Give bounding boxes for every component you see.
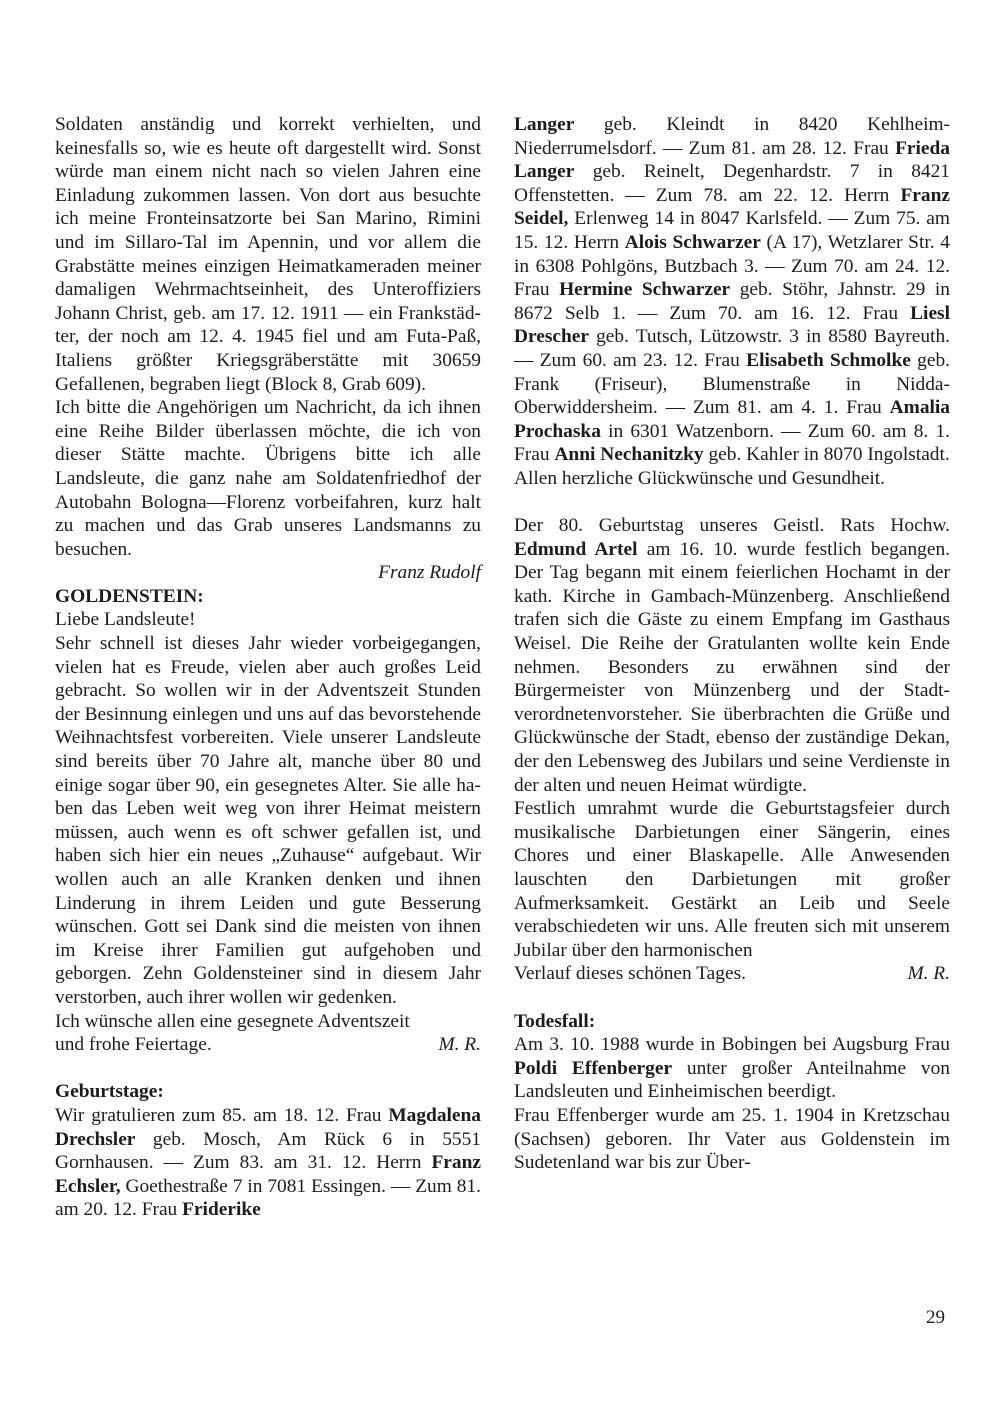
- birthday-wishes: Allen herzliche Glückwünsche und Gesundheit.: [514, 467, 886, 489]
- page-number: 29: [926, 1307, 945, 1328]
- person-name: Frieda Langer: [514, 137, 950, 183]
- signature-mr: M. R.: [907, 963, 950, 985]
- person-name: Anni Nechanitzky: [554, 444, 704, 466]
- text-run: Der 80. Geburtstag unseres Geistl. Rats Hochw.: [514, 515, 950, 537]
- text-run: (A 17), Wetzlarer Str. 4 in 6308 Pohlgöns, Butzbach 3. — Zum 70. am 24. 12. Frau: [514, 231, 950, 301]
- person-name: Magdalena Drechsler: [55, 1104, 481, 1150]
- text-run: geb. Kahler in 8070 Ingolstadt.: [703, 444, 950, 466]
- todesfall-paragraph: [514, 1033, 950, 1104]
- text-run: in 6301 Watzenborn. — Zum 60. am 8. 1. Frau: [514, 420, 950, 466]
- artel-paragraph: [514, 514, 950, 797]
- closing-line-1: Ich wünsche allen eine gesegnete Adventszeit: [55, 1010, 410, 1032]
- person-name: Franz Echsler,: [55, 1152, 481, 1197]
- closing-line-2-row: [55, 1033, 481, 1057]
- text-run: geb. Frank (Friseur), Blumenstraße in Nidda-Oberwiddersheim. — Zum 81. am 4. 1. Frau: [514, 349, 950, 419]
- person-name: Alois Schwarzer: [624, 231, 761, 253]
- text-run: Goethestraße 7 in 7081 Essingen. — Zum 81. am 20. 12. Frau: [55, 1175, 481, 1221]
- section-heading-goldenstein: GOLDENSTEIN:: [55, 585, 204, 607]
- section-heading-todesfall: Todesfall:: [514, 1010, 596, 1032]
- person-name: Friderike: [182, 1199, 261, 1221]
- text-run: Wir gratulieren zum 85. am 18. 12. Frau: [55, 1104, 389, 1126]
- left-column: [55, 113, 481, 1222]
- person-name: Poldi Effenberger: [514, 1057, 673, 1079]
- right-column: [514, 113, 950, 1175]
- spacer: [514, 986, 950, 1010]
- text-run: geb. Kleindt in 8420 Kehlheim-Niederrumelsdorf. — Zum 81. am 28. 12. Frau: [514, 114, 950, 159]
- request-paragraph: Ich bitte die Angehörigen um Nachricht, da ich ihnen eine Reihe Bilder überlassen möchte, die ich von dieser Stätte machte. Übrigens bitte ich alle Landsleute, die ganz nahe am Soldatenfriedhof der Autobahn Bologna—Florenz vorbeifahren, kurz halt zu machen und das Grab unseres Landsmanns zu besuchen.: [55, 397, 481, 560]
- text-run: Am 3. 10. 1988 wurde in Bobingen bei Augsburg Frau: [514, 1034, 950, 1056]
- salutation: Liebe Landsleute!: [55, 609, 196, 631]
- person-name: Liesl Drescher: [514, 302, 950, 348]
- artel-last-line: Verlauf dieses schönen Tages.: [514, 963, 746, 985]
- text-run: geb. Mosch, Am Rück 6 in 5551 Gornhausen. — Zum 83. am 31. 12. Herrn: [55, 1128, 481, 1174]
- spacer: [55, 1057, 481, 1081]
- closing-line-2: und frohe Feiertage.: [55, 1034, 212, 1056]
- person-name: Elisabeth Schmolke: [746, 349, 911, 371]
- person-name: Edmund Artel: [514, 538, 638, 560]
- text-run: geb. Tutsch, Lützowstr. 3 in 8580 Bayreuth. — Zum 60. am 23. 12. Frau: [514, 326, 950, 371]
- signature-franz-rudolf: Franz Rudolf: [378, 562, 481, 584]
- person-name: Langer: [514, 114, 575, 135]
- artel-last-line-row: [514, 962, 950, 986]
- text-run: unter großer Anteilnahme von Landsleuten und Einheimischen beerdigt.: [514, 1057, 950, 1103]
- person-name: Franz Seidel,: [514, 184, 950, 230]
- text-run: geb. Stöhr, Jahnstr. 29 in 8672 Selb 1. — Zum 70. am 16. 12. Frau: [514, 279, 951, 324]
- todesfall-paragraph-2: Frau Effenberger wurde am 25. 1. 1904 in Kretzschau (Sachsen) geboren. Ihr Vater aus Goldenstein im Sudetenland war bis zur Über-: [514, 1104, 950, 1174]
- birthday-list-continuation: [514, 113, 950, 467]
- geburtstage-paragraph: [55, 1104, 481, 1222]
- text-run: geb. Reinelt, Degenhardstr. 7 in 8421 Offenstetten. — Zum 78. am 22. 12. Herrn: [514, 161, 950, 206]
- signature-mr: M. R.: [438, 1034, 481, 1056]
- person-name: Hermine Schwarzer: [559, 279, 731, 301]
- person-name: Amalia Prochaska: [514, 397, 950, 442]
- spacer: [514, 491, 950, 515]
- intro-paragraph: Soldaten anständig und korrekt verhielten, und keinesfalls so, wie es heute oft dargestellt wird. Sonst würde man einem nicht nach so vielen Jahren eine Einladung zukommen lassen. Von dort aus besuchte ich meine Fronteinsatzorte bei San Marino, Rimini und im Sillaro-Tal im Apennin, und vor allem die Grabstätte meines einzigen Heimatkameraden meiner damaligen Wehrmachtseinheit, des Unteroffiziers Johann Christ, geb. am 17. 12. 1911 — ein Frankstädter, der noch am 12. 4. 1945 fiel und am Futa-Paß, Italiens größter Kriegsgräberstätte mit 30659 Gefallenen, begraben liegt (Block 8, Grab 609).: [55, 114, 481, 395]
- goldenstein-body: Sehr schnell ist dieses Jahr wieder vorbeigegangen, vielen hat es Freude, vielen aber auch großes Leid gebracht. So wollen wir in der Adventszeit Stunden der Besinnung einlegen und uns auf das bevorstehende Weihnachtsfest vorbereiten. Viele unserer Landsleute sind bereits über 70 Jahre alt, manche über 80 und einige sogar über 90, ein gesegnetes Alter. Sie alle haben das Leben weit weg von ihrer Heimat meistern müssen, auch wenn es oft schwer gefallen ist, und haben sich hier ein neues „Zuhause“ aufgebaut. Wir wollen auch an alle Kranken denken und ihnen Linderung in ihrem Leiden und gute Besserung wünschen. Gott sei Dank sind die meisten von ihnen im Kreise ihrer Familien gut aufgehoben und geborgen. Zehn Goldensteiner sind in diesem Jahr verstorben, auch ihrer wollen wir gedenken.: [55, 633, 481, 1008]
- section-heading-geburtstage: Geburtstage:: [55, 1081, 164, 1103]
- text-run: am 16. 10. wurde festlich begangen. Der Tag begann mit einem feierlichen Hochamt in der kath. Kirche in Gambach-Münzenberg. Anschließend trafen sich die Gäste zu einem Empfang im Gasthaus Weisel. Die Reihe der Gratulanten wollte kein Ende nehmen. Besonders zu erwähnen sind der Bürgermeister von Münzenberg und der Stadtverordnetenvorsteher. Sie überbrachten die Grüße und Glückwünsche der Stadt, ebenso der zuständige Dekan, der den Lebensweg des Jubilars und seine Verdienste in der alten und neuen Heimat würdigte.: [514, 538, 950, 796]
- artel-paragraph-2: Festlich umrahmt wurde die Geburtstagsfeier durch musikalische Darbietungen einer Sängerin, eines Chores und einer Blaskapelle. Alle Anwesenden lauschten den Darbietungen mit großer Aufmerksamkeit. Gestärkt an Leib und Seele verabschiedeten wir uns. Alle freuten sich mit unserem Jubilar über den harmonischen: [514, 798, 950, 961]
- text-run: Erlenweg 14 in 8047 Karlsfeld. — Zum 75. am 15. 12. Herrn: [514, 208, 950, 253]
